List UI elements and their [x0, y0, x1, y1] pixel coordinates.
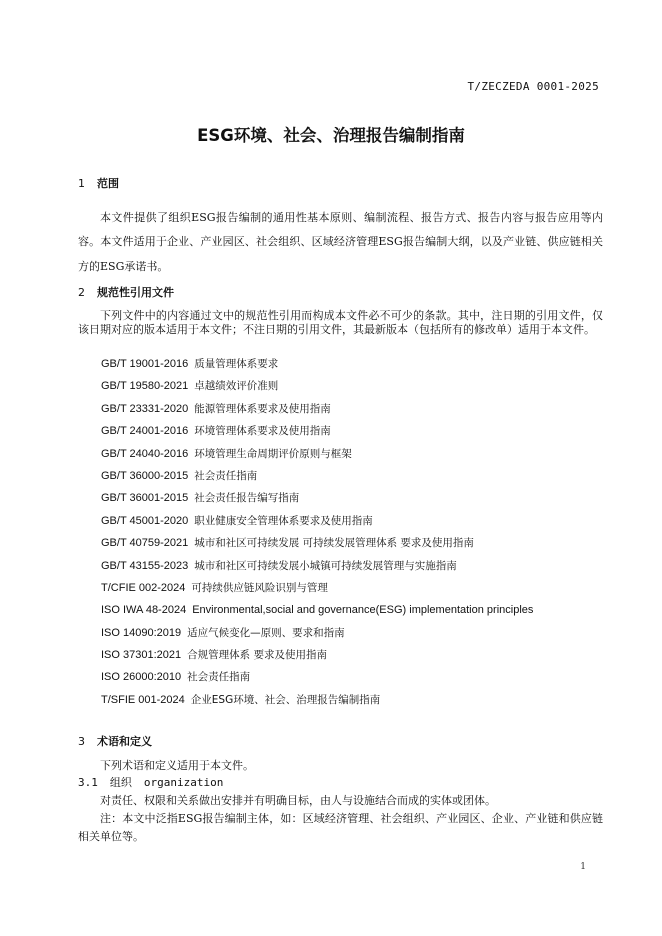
- reference-title: 合规管理体系 要求及使用指南: [187, 649, 327, 662]
- section-3-title: 术语和定义: [97, 735, 152, 748]
- term-title: 组织: [109, 776, 132, 789]
- reference-item: [101, 398, 533, 420]
- reference-item: [101, 510, 533, 532]
- reference-title: 质量管理体系要求: [194, 358, 279, 370]
- reference-code: GB/T 36000-2015: [101, 469, 189, 482]
- reference-code: GB/T 24040-2016: [101, 447, 189, 460]
- section-1-text: 本文件提供了组织ESG报告编制的通用性基本原则、编制流程、报告方式、报告内容与报告应用等内容。本文件适用于企业、产业园区、社会组织、区域经济管理ESG报告编制大纲，以及产业链、供应链相关方的ESG承诺书。: [78, 211, 603, 273]
- reference-code: GB/T 45001-2020: [101, 514, 189, 527]
- reference-title: 城市和社区可持续发展小城镇可持续发展管理与实施指南: [194, 559, 457, 572]
- reference-title: 社会责任报告编写指南: [194, 492, 300, 505]
- reference-item: [101, 420, 533, 442]
- reference-code: T/CFIE 002-2024: [101, 581, 186, 594]
- reference-code: GB/T 40759-2021: [101, 537, 189, 550]
- reference-title: 社会责任指南: [187, 671, 251, 684]
- reference-title: 环境管理体系要求及使用指南: [194, 425, 331, 438]
- reference-code: GB/T 36001-2015: [101, 492, 189, 505]
- reference-code: GB/T 24001-2016: [101, 425, 189, 438]
- reference-code: ISO 26000:2010: [101, 671, 182, 684]
- reference-item: [101, 577, 533, 599]
- reference-item: [101, 353, 533, 375]
- document-title: ESG环境、社会、治理报告编制指南: [197, 126, 465, 145]
- section-3-number: 3: [78, 735, 85, 748]
- reference-item: [101, 443, 533, 465]
- section-3-heading: [78, 733, 152, 749]
- reference-item: [101, 666, 533, 688]
- section-2-title: 规范性引用文件: [97, 286, 174, 299]
- section-2-number: 2: [78, 286, 85, 299]
- reference-title: 卓越绩效评价准则: [194, 380, 279, 393]
- reference-item: [101, 644, 533, 666]
- reference-code: ISO 14090:2019: [101, 626, 182, 639]
- reference-code: GB/T 19001-2016: [101, 358, 189, 370]
- section-1-heading: [78, 175, 119, 191]
- reference-item: [101, 465, 533, 487]
- reference-code: ISO 37301:2021: [101, 649, 182, 662]
- reference-code: GB/T 43155-2023: [101, 559, 189, 572]
- reference-code: GB/T 19580-2021: [101, 380, 189, 393]
- reference-title: 可持续供应链风险识别与管理: [191, 581, 328, 594]
- term-english: organization: [143, 776, 224, 789]
- reference-item: [101, 555, 533, 577]
- reference-item: [101, 689, 533, 711]
- reference-item: [101, 487, 533, 509]
- reference-title: Environmental,social and governance(ESG) implementation principles: [192, 604, 534, 617]
- reference-title: 社会责任指南: [194, 469, 258, 482]
- section-3-intro: 下列术语和定义适用于本文件。: [100, 759, 254, 772]
- reference-item: [101, 599, 533, 621]
- reference-item: [101, 375, 533, 397]
- section-2-intro: 下列文件中的内容通过文中的规范性引用而构成本文件必不可少的条款。其中，注日期的引用文件，仅该日期对应的版本适用于本文件；不注日期的引用文件，其最新版本（包括所有的修改单）适用于本文件。: [78, 309, 603, 336]
- page-number: 1: [580, 862, 586, 872]
- term-definition: 对责任、权限和关系做出安排并有明确目标，由人与设施结合而成的实体或团体。: [100, 794, 496, 807]
- reference-title: 环境管理生命周期评价原则与框架: [194, 447, 352, 460]
- reference-code: GB/T 23331-2020: [101, 402, 189, 415]
- reference-item: [101, 622, 533, 644]
- reference-list: [101, 353, 533, 711]
- section-1-title: 范围: [97, 177, 119, 190]
- reference-title: 适应气候变化—原则、要求和指南: [187, 626, 345, 639]
- reference-title: 能源管理体系要求及使用指南: [194, 402, 331, 415]
- reference-item: [101, 532, 533, 554]
- term-heading: [78, 774, 223, 790]
- reference-title: 企业ESG环境、社会、治理报告编制指南: [190, 693, 381, 706]
- reference-title: 城市和社区可持续发展 可持续发展管理体系 要求及使用指南: [194, 537, 474, 550]
- reference-code: ISO IWA 48-2024: [101, 604, 187, 617]
- reference-code: T/SFIE 001-2024: [101, 693, 185, 706]
- term-number: 3.1: [78, 776, 98, 789]
- reference-title: 职业健康安全管理体系要求及使用指南: [194, 514, 373, 527]
- term-note: 注：本文中泛指ESG报告编制主体，如：区域经济管理、社会组织、产业园区、企业、产业链和供应链相关单位等。: [78, 812, 603, 843]
- standard-number: T/ZECZEDA 0001-2025: [467, 80, 599, 93]
- section-1-number: 1: [78, 177, 85, 190]
- section-2-heading: [78, 284, 174, 300]
